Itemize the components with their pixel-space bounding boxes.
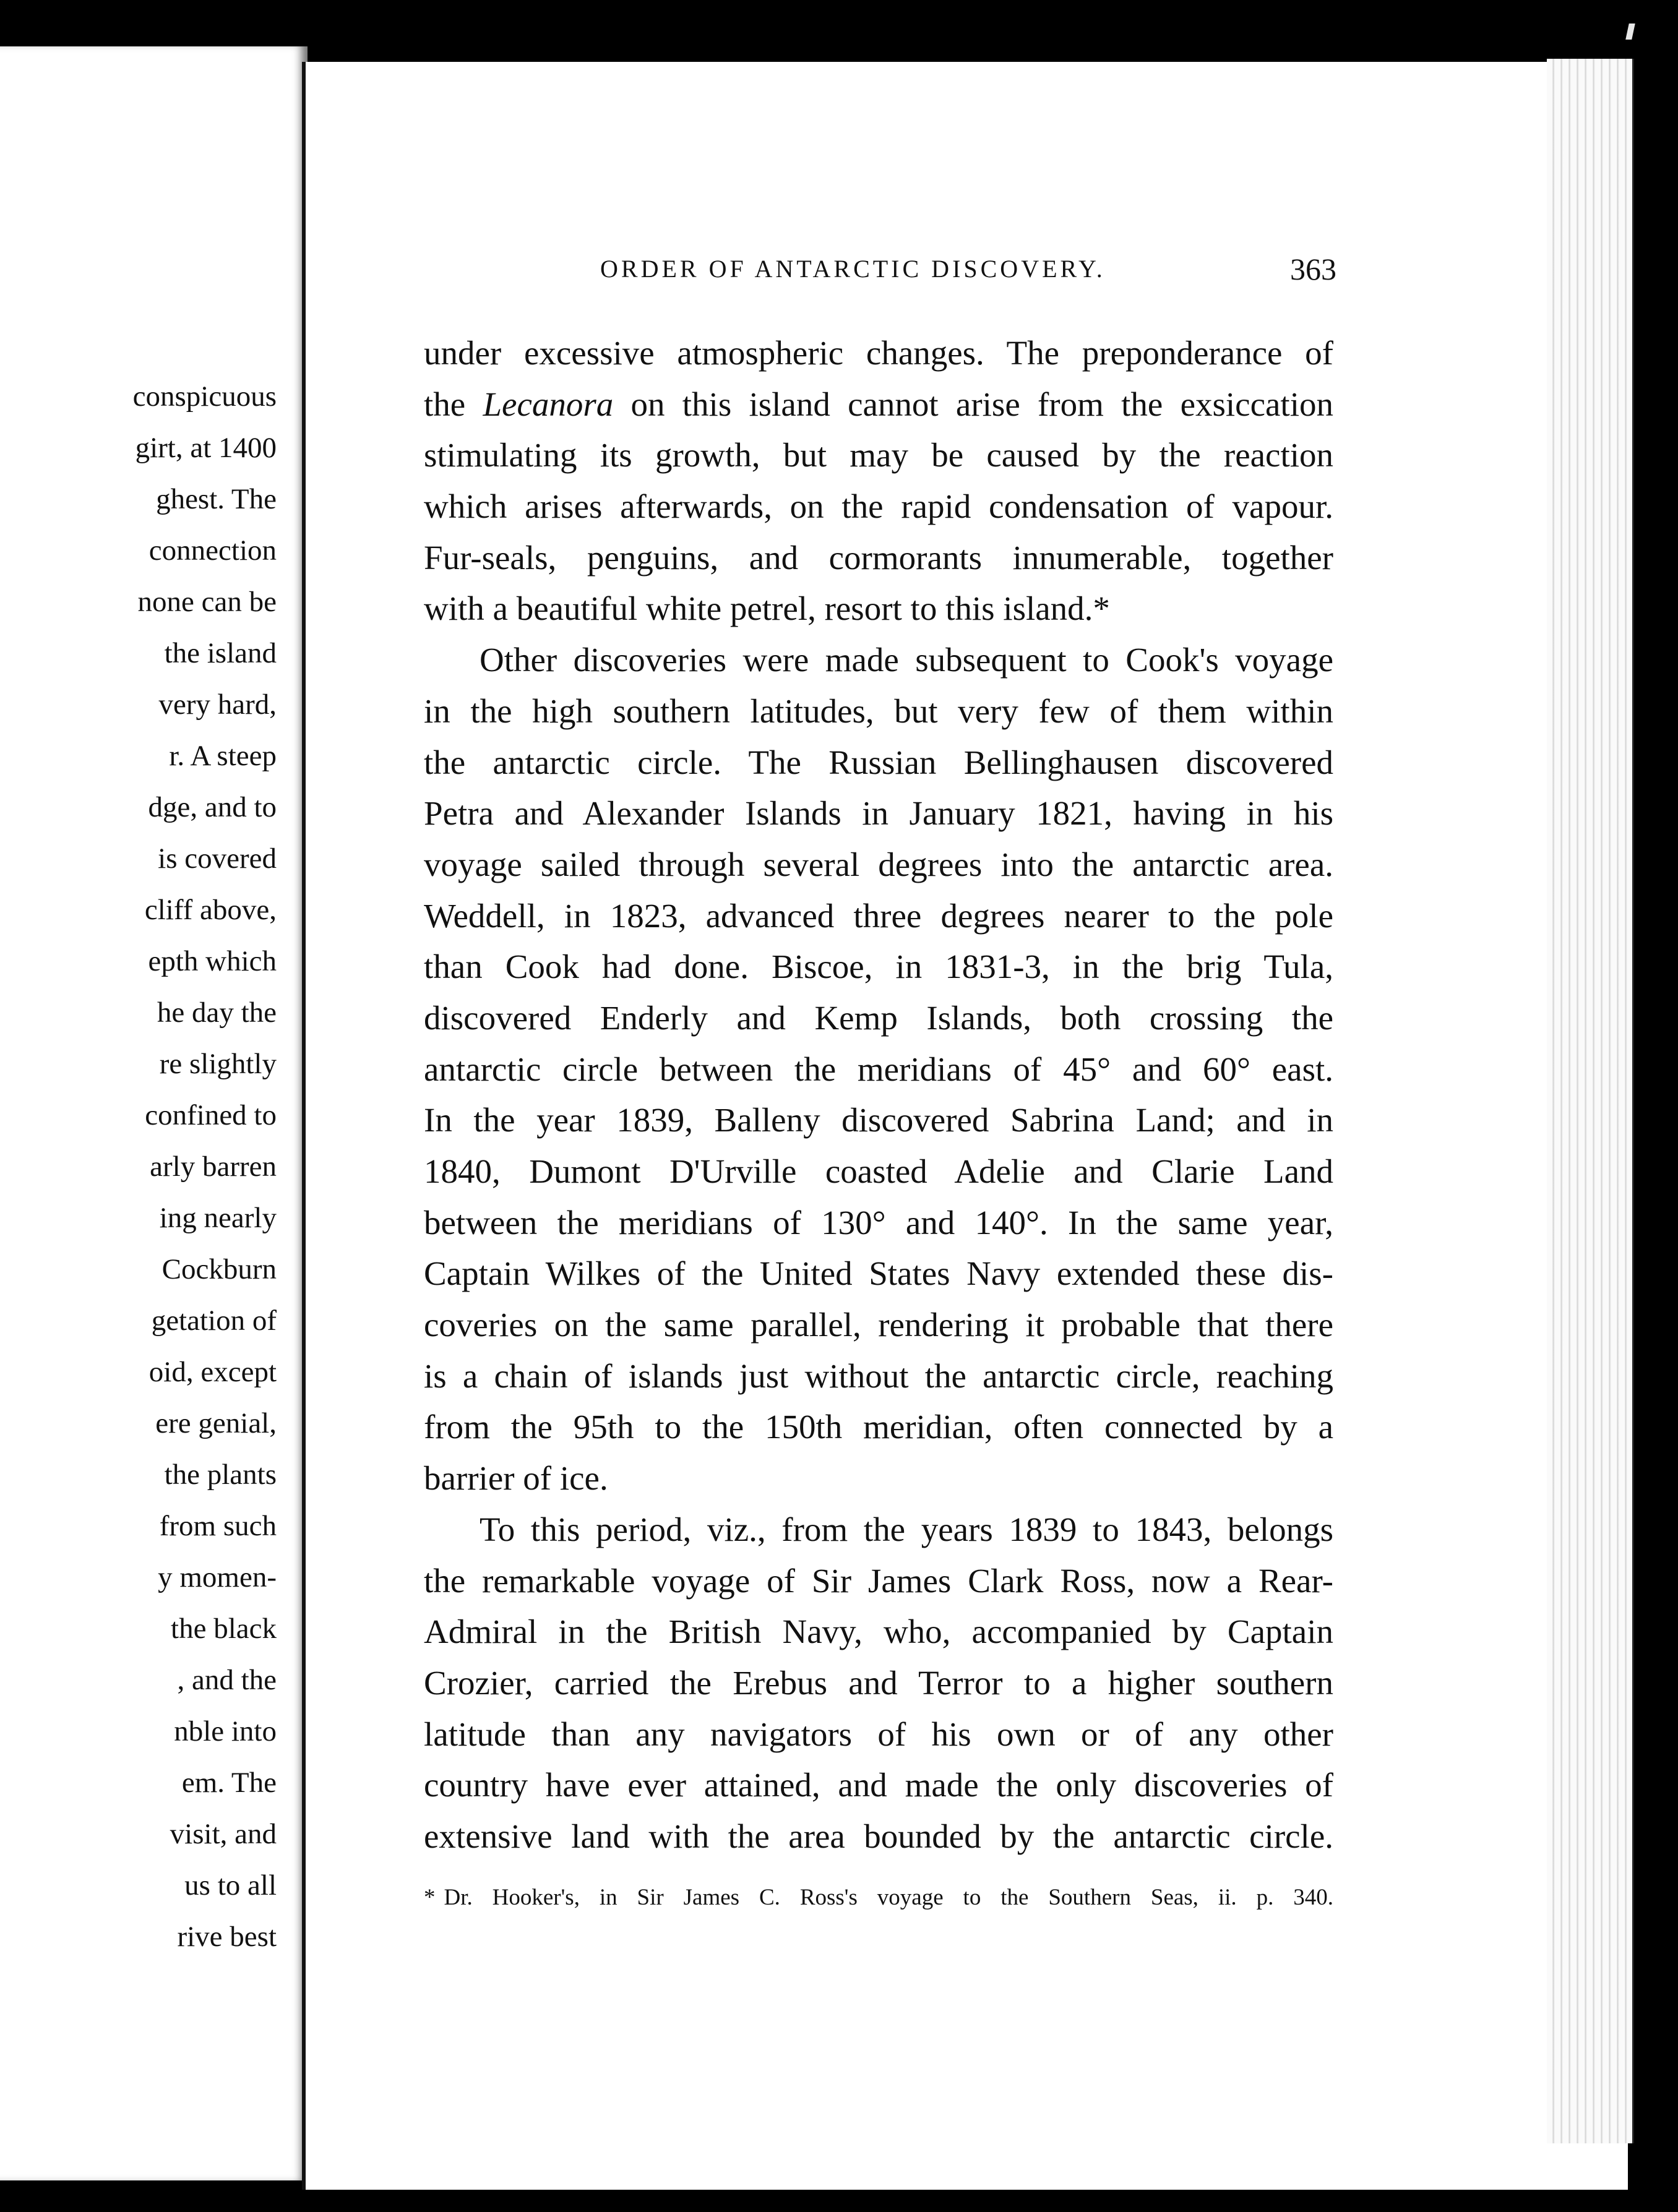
text-line: between the meridians of 130° and 140°. In the same year, bbox=[424, 1203, 1333, 1241]
left-page-line: epth which bbox=[148, 945, 277, 977]
text-line: Crozier, carried the Erebus and Terror to a higher southern bbox=[424, 1663, 1333, 1702]
running-head bbox=[600, 247, 1336, 291]
left-page-line: very hard, bbox=[158, 688, 277, 721]
text-line: latitude than any navigators of his own or of any other bbox=[424, 1715, 1333, 1753]
text-line: extensive land with the area bounded by the antarctic circle. bbox=[424, 1817, 1333, 1855]
footnote bbox=[424, 1879, 1333, 1916]
text-line: Fur-seals, penguins, and cormorants innumerable, together bbox=[424, 538, 1333, 577]
text-line: discovered Enderly and Kemp Islands, both crossing the bbox=[424, 998, 1333, 1037]
text-line: under excessive atmospheric changes. The preponderance of bbox=[424, 334, 1333, 372]
text-line: which arises afterwards, on the rapid condensation of vapour. bbox=[424, 487, 1333, 526]
left-page-line: nble into bbox=[174, 1715, 277, 1747]
left-page-line: , and the bbox=[177, 1664, 277, 1696]
left-page-text-column bbox=[0, 371, 277, 1963]
text-line: in the high southern latitudes, but very few of them within bbox=[424, 692, 1333, 730]
text-line: 1840, Dumont D'Urville coasted Adelie and Clarie Land bbox=[424, 1152, 1333, 1190]
text-line: with a beautiful white petrel, resort to this island.* bbox=[424, 589, 1110, 628]
left-page-line: cliff above, bbox=[144, 894, 277, 926]
footnote-mark: * bbox=[424, 1885, 436, 1910]
page-edges bbox=[1547, 59, 1634, 2143]
text-line: In the year 1839, Balleny discovered Sabrina Land; and in bbox=[424, 1101, 1333, 1139]
left-page-line: the plants bbox=[164, 1459, 277, 1491]
running-title: ORDER OF ANTARCTIC DISCOVERY. bbox=[600, 255, 1106, 283]
text-line: To this period, viz., from the years 1839 to 1843, belongs bbox=[480, 1510, 1333, 1548]
text-line: antarctic circle between the meridians of 45° and 60° east. bbox=[424, 1050, 1333, 1088]
left-page-line: the black bbox=[171, 1613, 277, 1645]
text-segment: on this island cannot arise from the exsiccation bbox=[613, 385, 1333, 423]
left-page-line: ing nearly bbox=[159, 1202, 277, 1234]
left-page-line: none can be bbox=[137, 586, 277, 618]
text-line: is a chain of islands just without the antarctic circle, reaching bbox=[424, 1357, 1333, 1395]
left-page-line: getation of bbox=[151, 1305, 277, 1337]
text-line: Weddell, in 1823, advanced three degrees nearer to the pole bbox=[424, 896, 1333, 935]
left-page-line: oid, except bbox=[148, 1356, 277, 1388]
text-line: voyage sailed through several degrees into the antarctic area. bbox=[424, 845, 1333, 883]
text-line: Captain Wilkes of the United States Navy extended these dis- bbox=[424, 1254, 1333, 1293]
text-line: Admiral in the British Navy, who, accompanied by Captain bbox=[424, 1613, 1333, 1651]
left-facing-page bbox=[0, 46, 308, 2180]
left-page-line: confined to bbox=[145, 1099, 277, 1131]
left-page-line: from such bbox=[159, 1510, 277, 1542]
text-line: stimulating its growth, but may be caused by the reaction bbox=[424, 436, 1333, 474]
left-page-line: dge, and to bbox=[148, 791, 277, 823]
left-page-line: conspicuous bbox=[132, 380, 277, 413]
page-corner-mark bbox=[1625, 24, 1635, 40]
left-page-line: connection bbox=[148, 534, 277, 567]
text-line bbox=[424, 379, 1333, 431]
left-page-line: is covered bbox=[158, 842, 277, 875]
text-line: Petra and Alexander Islands in January 1821, having in his bbox=[424, 794, 1333, 833]
left-page-line: girt, at 1400 bbox=[135, 432, 277, 464]
left-page-line: ere genial, bbox=[155, 1407, 277, 1439]
left-page-line: the island bbox=[164, 637, 277, 669]
left-page-line: visit, and bbox=[170, 1818, 277, 1850]
text-line: the antarctic circle. The Russian Bellinghausen discovered bbox=[424, 743, 1333, 781]
left-page-line: ghest. The bbox=[156, 483, 277, 515]
left-page-line: us to all bbox=[184, 1869, 277, 1901]
text-line: the remarkable voyage of Sir James Clark Ross, now a Rear- bbox=[424, 1561, 1333, 1600]
left-page-line: em. The bbox=[181, 1767, 277, 1799]
left-page-line: y momen- bbox=[158, 1561, 277, 1593]
text-line: country have ever attained, and made the only discoveries of bbox=[424, 1766, 1333, 1804]
left-page-line: arly barren bbox=[150, 1151, 277, 1183]
text-segment: the bbox=[424, 385, 483, 423]
left-page-line: rive best bbox=[177, 1921, 277, 1953]
left-page-line: re slightly bbox=[159, 1048, 277, 1080]
text-line: Other discoveries were made subsequent to Cook's voyage bbox=[480, 641, 1333, 679]
page-number: 363 bbox=[1290, 252, 1336, 286]
footnote-text: Dr. Hooker's, in Sir James C. Ross's voyage to the Southern Seas, ii. p. 340. bbox=[444, 1885, 1333, 1910]
left-page-line: r. A steep bbox=[169, 740, 277, 772]
body-text bbox=[424, 328, 1333, 1863]
italic-term: Lecanora bbox=[483, 385, 614, 423]
left-page-line: he day the bbox=[157, 997, 277, 1029]
text-line: barrier of ice. bbox=[424, 1459, 608, 1498]
text-line: than Cook had done. Biscoe, in 1831-3, in the brig Tula, bbox=[424, 948, 1333, 986]
left-page-line: Cockburn bbox=[161, 1253, 277, 1285]
text-line: from the 95th to the 150th meridian, often connected by a bbox=[424, 1408, 1333, 1446]
text-line: coveries on the same parallel, rendering it probable that there bbox=[424, 1306, 1333, 1344]
